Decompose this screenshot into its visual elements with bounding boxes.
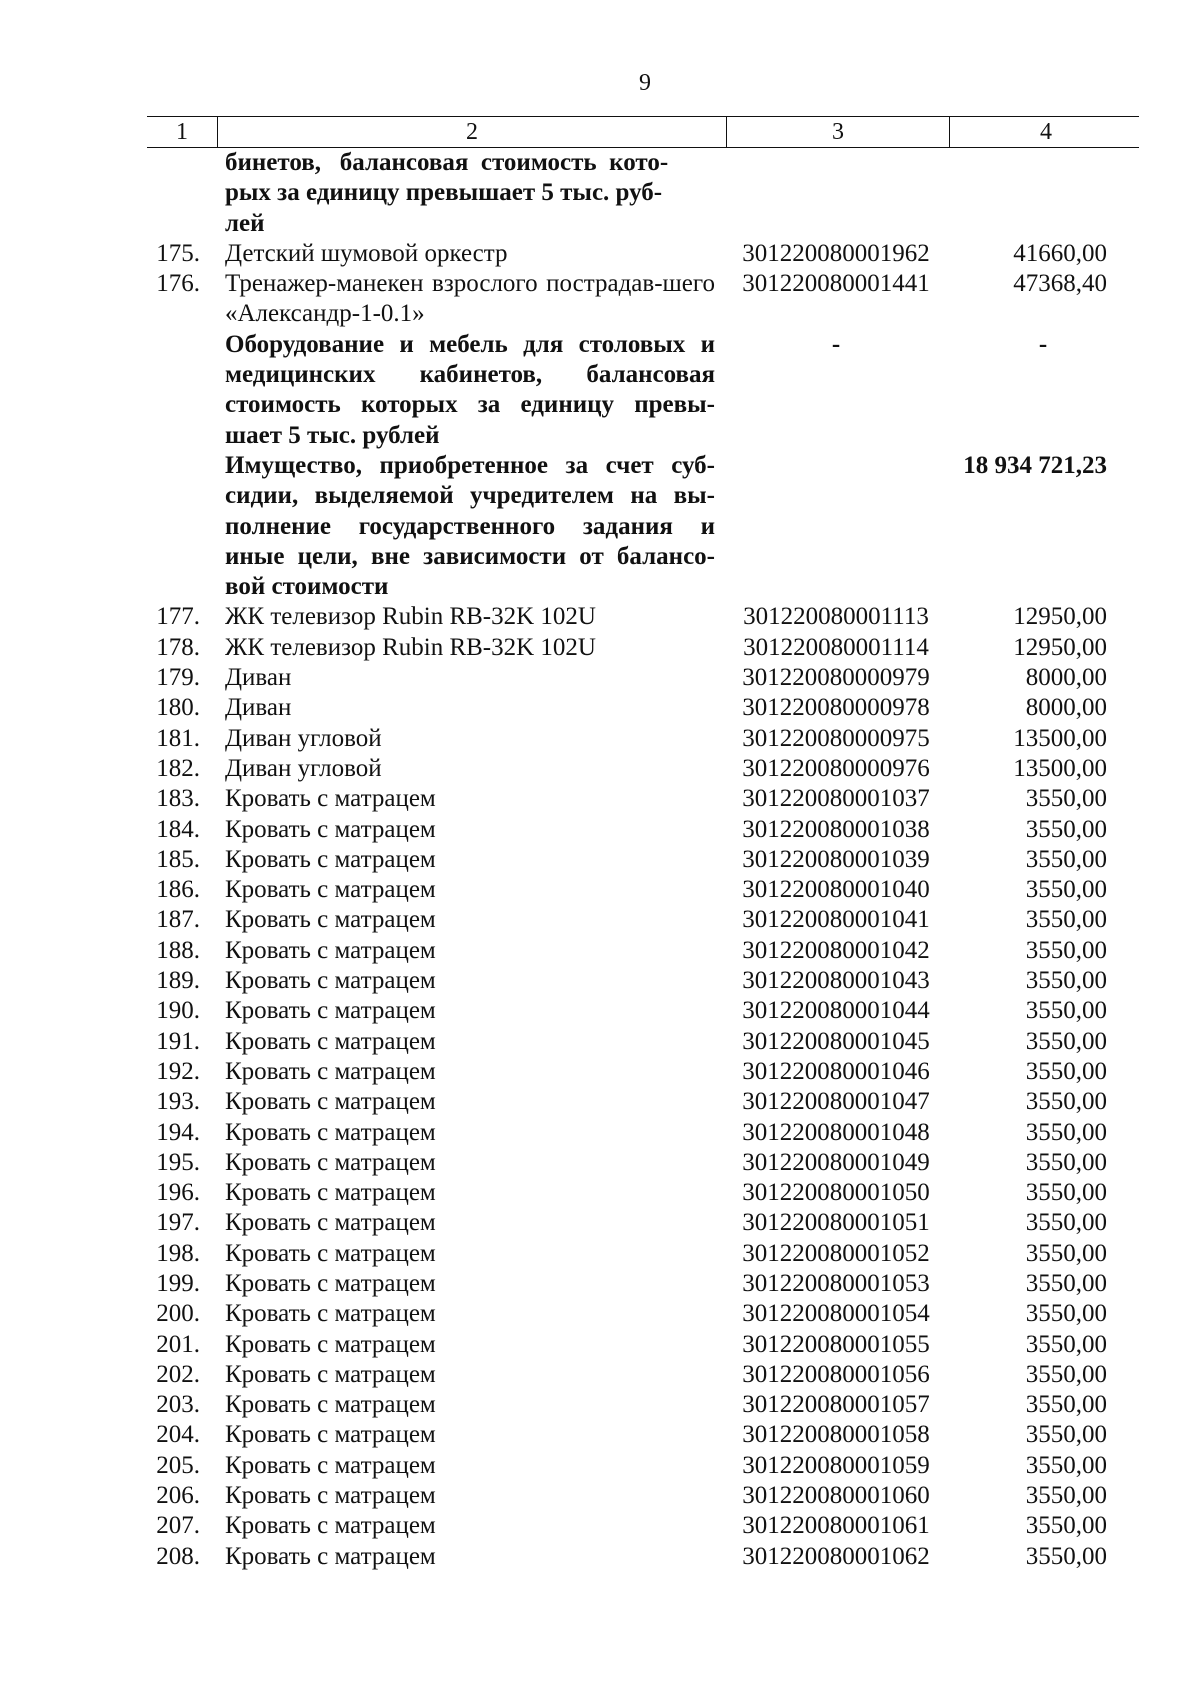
item-name: Кровать с матрацем xyxy=(225,1451,436,1479)
table-row xyxy=(147,1390,1139,1420)
item-name: Кровать с матрацем xyxy=(225,967,436,995)
table-row xyxy=(147,784,1139,814)
table-row xyxy=(147,1087,1139,1117)
item-value: 3550,00 xyxy=(1025,1330,1107,1358)
item-name: Кровать с матрацем xyxy=(225,1421,436,1449)
item-value: 3550,00 xyxy=(1025,785,1107,813)
row-number: 177. xyxy=(156,603,200,631)
inventory-code: 301220080001061 xyxy=(742,1512,930,1540)
item-value: 3550,00 xyxy=(1025,1300,1107,1328)
row-number: 185. xyxy=(156,845,200,873)
item-value: 12950,00 xyxy=(1013,603,1107,631)
item-value: 3550,00 xyxy=(1025,815,1107,843)
item-name: Кровать с матрацем xyxy=(225,1269,436,1297)
inventory-code: 301220080001052 xyxy=(742,1239,930,1267)
row-number: 194. xyxy=(156,1118,200,1146)
inventory-code: 301220080001039 xyxy=(742,845,930,873)
inventory-code: 301220080001059 xyxy=(742,1451,930,1479)
item-value: 3550,00 xyxy=(1025,1209,1107,1237)
item-value: 3550,00 xyxy=(1025,1360,1107,1388)
row-number: 179. xyxy=(156,664,200,692)
item-value: 3550,00 xyxy=(1025,1027,1107,1055)
table-row xyxy=(147,1330,1139,1360)
table-row xyxy=(147,754,1139,784)
item-name: Кровать с матрацем xyxy=(225,1118,436,1146)
item-value: 3550,00 xyxy=(1025,967,1107,995)
section-title: Оборудование и мебель для столовых и медицинских кабинетов, балансовая стоимость которых за единицу превы-шает 5 тыс. рублей xyxy=(225,330,715,449)
asset-table xyxy=(147,116,1139,1572)
row-number: 196. xyxy=(156,1179,200,1207)
column-header-1: 1 xyxy=(176,119,188,145)
inventory-code: 301220080001047 xyxy=(742,1088,930,1116)
table-row xyxy=(147,1451,1139,1481)
section-code: - xyxy=(831,330,841,358)
inventory-code: 301220080001048 xyxy=(742,1118,930,1146)
item-name: Кровать с матрацем xyxy=(225,1088,436,1116)
table-row xyxy=(147,1148,1139,1178)
inventory-code: 301220080001114 xyxy=(743,633,929,661)
item-name: Кровать с матрацем xyxy=(225,1027,436,1055)
row-number: 191. xyxy=(156,1027,200,1055)
inventory-code: 301220080001050 xyxy=(742,1179,930,1207)
section-title: Имущество, приобретенное за счет суб-сидии, выделяемой учредителем на вы-полнение государственного задания и иные цели, вне зависимости от балансо-вой стоимости xyxy=(225,451,715,601)
row-number: 175. xyxy=(156,239,200,267)
row-number: 189. xyxy=(156,967,200,995)
inventory-code: 301220080001058 xyxy=(742,1421,930,1449)
table-row xyxy=(147,1481,1139,1511)
inventory-code: 301220080001041 xyxy=(742,906,930,934)
item-name: Кровать с матрацем xyxy=(225,1239,436,1267)
item-value: 41660,00 xyxy=(1013,239,1107,267)
item-name: Кровать с матрацем xyxy=(225,1148,436,1176)
row-number: 181. xyxy=(156,724,200,752)
table-row xyxy=(147,996,1139,1026)
item-name: Кровать с матрацем xyxy=(225,1482,436,1510)
page-number: 9 xyxy=(639,70,651,96)
table-header xyxy=(147,116,1139,148)
item-value: 3550,00 xyxy=(1025,1482,1107,1510)
continuation-line: лей xyxy=(225,209,265,237)
inventory-code: 301220080001045 xyxy=(742,1027,930,1055)
inventory-code: 301220080000979 xyxy=(742,664,930,692)
continuation-row xyxy=(147,148,1139,239)
inventory-code: 301220080001053 xyxy=(742,1269,930,1297)
item-value: 3550,00 xyxy=(1025,997,1107,1025)
item-value: 13500,00 xyxy=(1013,754,1107,782)
item-value: 12950,00 xyxy=(1013,633,1107,661)
inventory-code: 301220080001060 xyxy=(742,1482,930,1510)
item-name: Кровать с матрацем xyxy=(225,1391,436,1419)
row-number: 205. xyxy=(156,1451,200,1479)
item-name: ЖК телевизор Rubin RB-32K 102U xyxy=(225,633,596,661)
inventory-code: 301220080001051 xyxy=(742,1209,930,1237)
item-name: Кровать с матрацем xyxy=(225,936,436,964)
item-value: 3550,00 xyxy=(1025,1512,1107,1540)
inventory-code: 301220080001057 xyxy=(742,1391,930,1419)
row-number: 199. xyxy=(156,1269,200,1297)
inventory-code: 301220080001037 xyxy=(742,785,930,813)
column-header-2: 2 xyxy=(217,117,726,147)
item-value: 3550,00 xyxy=(1025,1179,1107,1207)
table-row xyxy=(147,633,1139,663)
row-number: 182. xyxy=(156,754,200,782)
item-name: Кровать с матрацем xyxy=(225,785,436,813)
item-name: Кровать с матрацем xyxy=(225,815,436,843)
table-row xyxy=(147,1178,1139,1208)
item-value: 3550,00 xyxy=(1025,1118,1107,1146)
column-header-4: 4 xyxy=(949,117,1142,147)
inventory-code: 301220080001441 xyxy=(742,270,930,298)
table-row xyxy=(147,815,1139,845)
table-row xyxy=(147,1299,1139,1329)
table-row xyxy=(147,1542,1139,1572)
row-number: 180. xyxy=(156,694,200,722)
row-number: 207. xyxy=(156,1512,200,1540)
row-number: 201. xyxy=(156,1330,200,1358)
inventory-code: 301220080001055 xyxy=(742,1330,930,1358)
row-number: 186. xyxy=(156,876,200,904)
table-row xyxy=(147,239,1139,269)
item-name: Кровать с матрацем xyxy=(225,1542,436,1570)
row-number: 187. xyxy=(156,906,200,934)
item-value: 8000,00 xyxy=(1025,664,1107,692)
item-value: 3550,00 xyxy=(1025,1057,1107,1085)
item-value: 3550,00 xyxy=(1025,1239,1107,1267)
item-name: Кровать с матрацем xyxy=(225,906,436,934)
row-number: 198. xyxy=(156,1239,200,1267)
item-value: 13500,00 xyxy=(1013,724,1107,752)
row-number: 202. xyxy=(156,1360,200,1388)
inventory-code: 301220080000978 xyxy=(742,694,930,722)
section-total-value: 18 934 721,23 xyxy=(963,451,1107,479)
row-number: 178. xyxy=(156,633,200,661)
table-row xyxy=(147,1269,1139,1299)
row-number: 197. xyxy=(156,1209,200,1237)
item-value: 8000,00 xyxy=(1025,694,1107,722)
item-name: Кровать с матрацем xyxy=(225,1512,436,1540)
table-row xyxy=(147,905,1139,935)
rows-group-b xyxy=(147,602,1139,1572)
row-number: 195. xyxy=(156,1148,200,1176)
item-name: Кровать с матрацем xyxy=(225,1057,436,1085)
item-value: 47368,40 xyxy=(1013,270,1107,298)
inventory-code: 301220080001962 xyxy=(742,239,930,267)
item-name: Кровать с матрацем xyxy=(225,1179,436,1207)
table-row xyxy=(147,1208,1139,1238)
item-value: 3550,00 xyxy=(1025,1451,1107,1479)
rows-group-a xyxy=(147,239,1139,330)
row-number: 204. xyxy=(156,1421,200,1449)
row-number: 176. xyxy=(156,270,200,298)
item-name: Кровать с матрацем xyxy=(225,997,436,1025)
table-row xyxy=(147,875,1139,905)
row-number: 190. xyxy=(156,997,200,1025)
item-name: Диван xyxy=(225,664,292,692)
table-row xyxy=(147,1057,1139,1087)
inventory-code: 301220080001049 xyxy=(742,1148,930,1176)
item-value: 3550,00 xyxy=(1025,906,1107,934)
item-value: 3550,00 xyxy=(1025,936,1107,964)
item-name: Тренажер-манекен взрослого пострадав-шего «Александр-1-0.1» xyxy=(225,270,715,328)
item-name: Кровать с матрацем xyxy=(225,1330,436,1358)
item-name: Диван xyxy=(225,694,292,722)
table-row xyxy=(147,1420,1139,1450)
inventory-code: 301220080001042 xyxy=(742,936,930,964)
table-row xyxy=(147,1511,1139,1541)
table-row xyxy=(147,1360,1139,1390)
row-number: 193. xyxy=(156,1088,200,1116)
row-number: 200. xyxy=(156,1300,200,1328)
inventory-code: 301220080001044 xyxy=(742,997,930,1025)
table-row xyxy=(147,1027,1139,1057)
table-row xyxy=(147,1118,1139,1148)
table-row xyxy=(147,693,1139,723)
item-name: Кровать с матрацем xyxy=(225,845,436,873)
item-value: 3550,00 xyxy=(1025,1269,1107,1297)
item-name: Диван угловой xyxy=(225,754,382,782)
item-value: 3550,00 xyxy=(1025,845,1107,873)
row-number: 203. xyxy=(156,1391,200,1419)
item-value: 3550,00 xyxy=(1025,1088,1107,1116)
section-value: - xyxy=(1038,330,1048,358)
item-name: Кровать с матрацем xyxy=(225,1360,436,1388)
item-name: Кровать с матрацем xyxy=(225,876,436,904)
inventory-code: 301220080001040 xyxy=(742,876,930,904)
inventory-code: 301220080001038 xyxy=(742,815,930,843)
inventory-code: 301220080001054 xyxy=(742,1300,930,1328)
item-name: Кровать с матрацем xyxy=(225,1300,436,1328)
inventory-code: 301220080001062 xyxy=(742,1542,930,1570)
continuation-text xyxy=(217,148,725,239)
row-number: 188. xyxy=(156,936,200,964)
section-row-subsidy xyxy=(147,451,1139,602)
inventory-code: 301220080000976 xyxy=(742,754,930,782)
table-row xyxy=(147,724,1139,754)
item-name: ЖК телевизор Rubin RB-32K 102U xyxy=(225,603,596,631)
inventory-code: 301220080001113 xyxy=(743,603,929,631)
continuation-line: бинетов, балансовая стоимость кото- xyxy=(225,149,669,176)
row-number: 183. xyxy=(156,785,200,813)
inventory-code: 301220080001056 xyxy=(742,1360,930,1388)
inventory-code: 301220080000975 xyxy=(742,724,930,752)
item-value: 3550,00 xyxy=(1025,1391,1107,1419)
section-row-equipment xyxy=(147,330,1139,451)
table-row xyxy=(147,1239,1139,1269)
table-row xyxy=(147,269,1139,330)
column-header-3: 3 xyxy=(726,117,949,147)
item-name: Детский шумовой оркестр xyxy=(225,239,508,267)
item-value: 3550,00 xyxy=(1025,1148,1107,1176)
table-row xyxy=(147,845,1139,875)
inventory-code: 301220080001043 xyxy=(742,967,930,995)
row-number: 208. xyxy=(156,1542,200,1570)
item-name: Диван угловой xyxy=(225,724,382,752)
row-number: 192. xyxy=(156,1057,200,1085)
row-number: 206. xyxy=(156,1482,200,1510)
table-row xyxy=(147,966,1139,996)
item-value: 3550,00 xyxy=(1025,1542,1107,1570)
table-row xyxy=(147,936,1139,966)
item-value: 3550,00 xyxy=(1025,876,1107,904)
table-row xyxy=(147,602,1139,632)
item-value: 3550,00 xyxy=(1025,1421,1107,1449)
table-row xyxy=(147,663,1139,693)
inventory-code: 301220080001046 xyxy=(742,1057,930,1085)
row-number: 184. xyxy=(156,815,200,843)
item-name: Кровать с матрацем xyxy=(225,1209,436,1237)
continuation-line: рых за единицу превышает 5 тыс. руб- xyxy=(225,179,663,207)
